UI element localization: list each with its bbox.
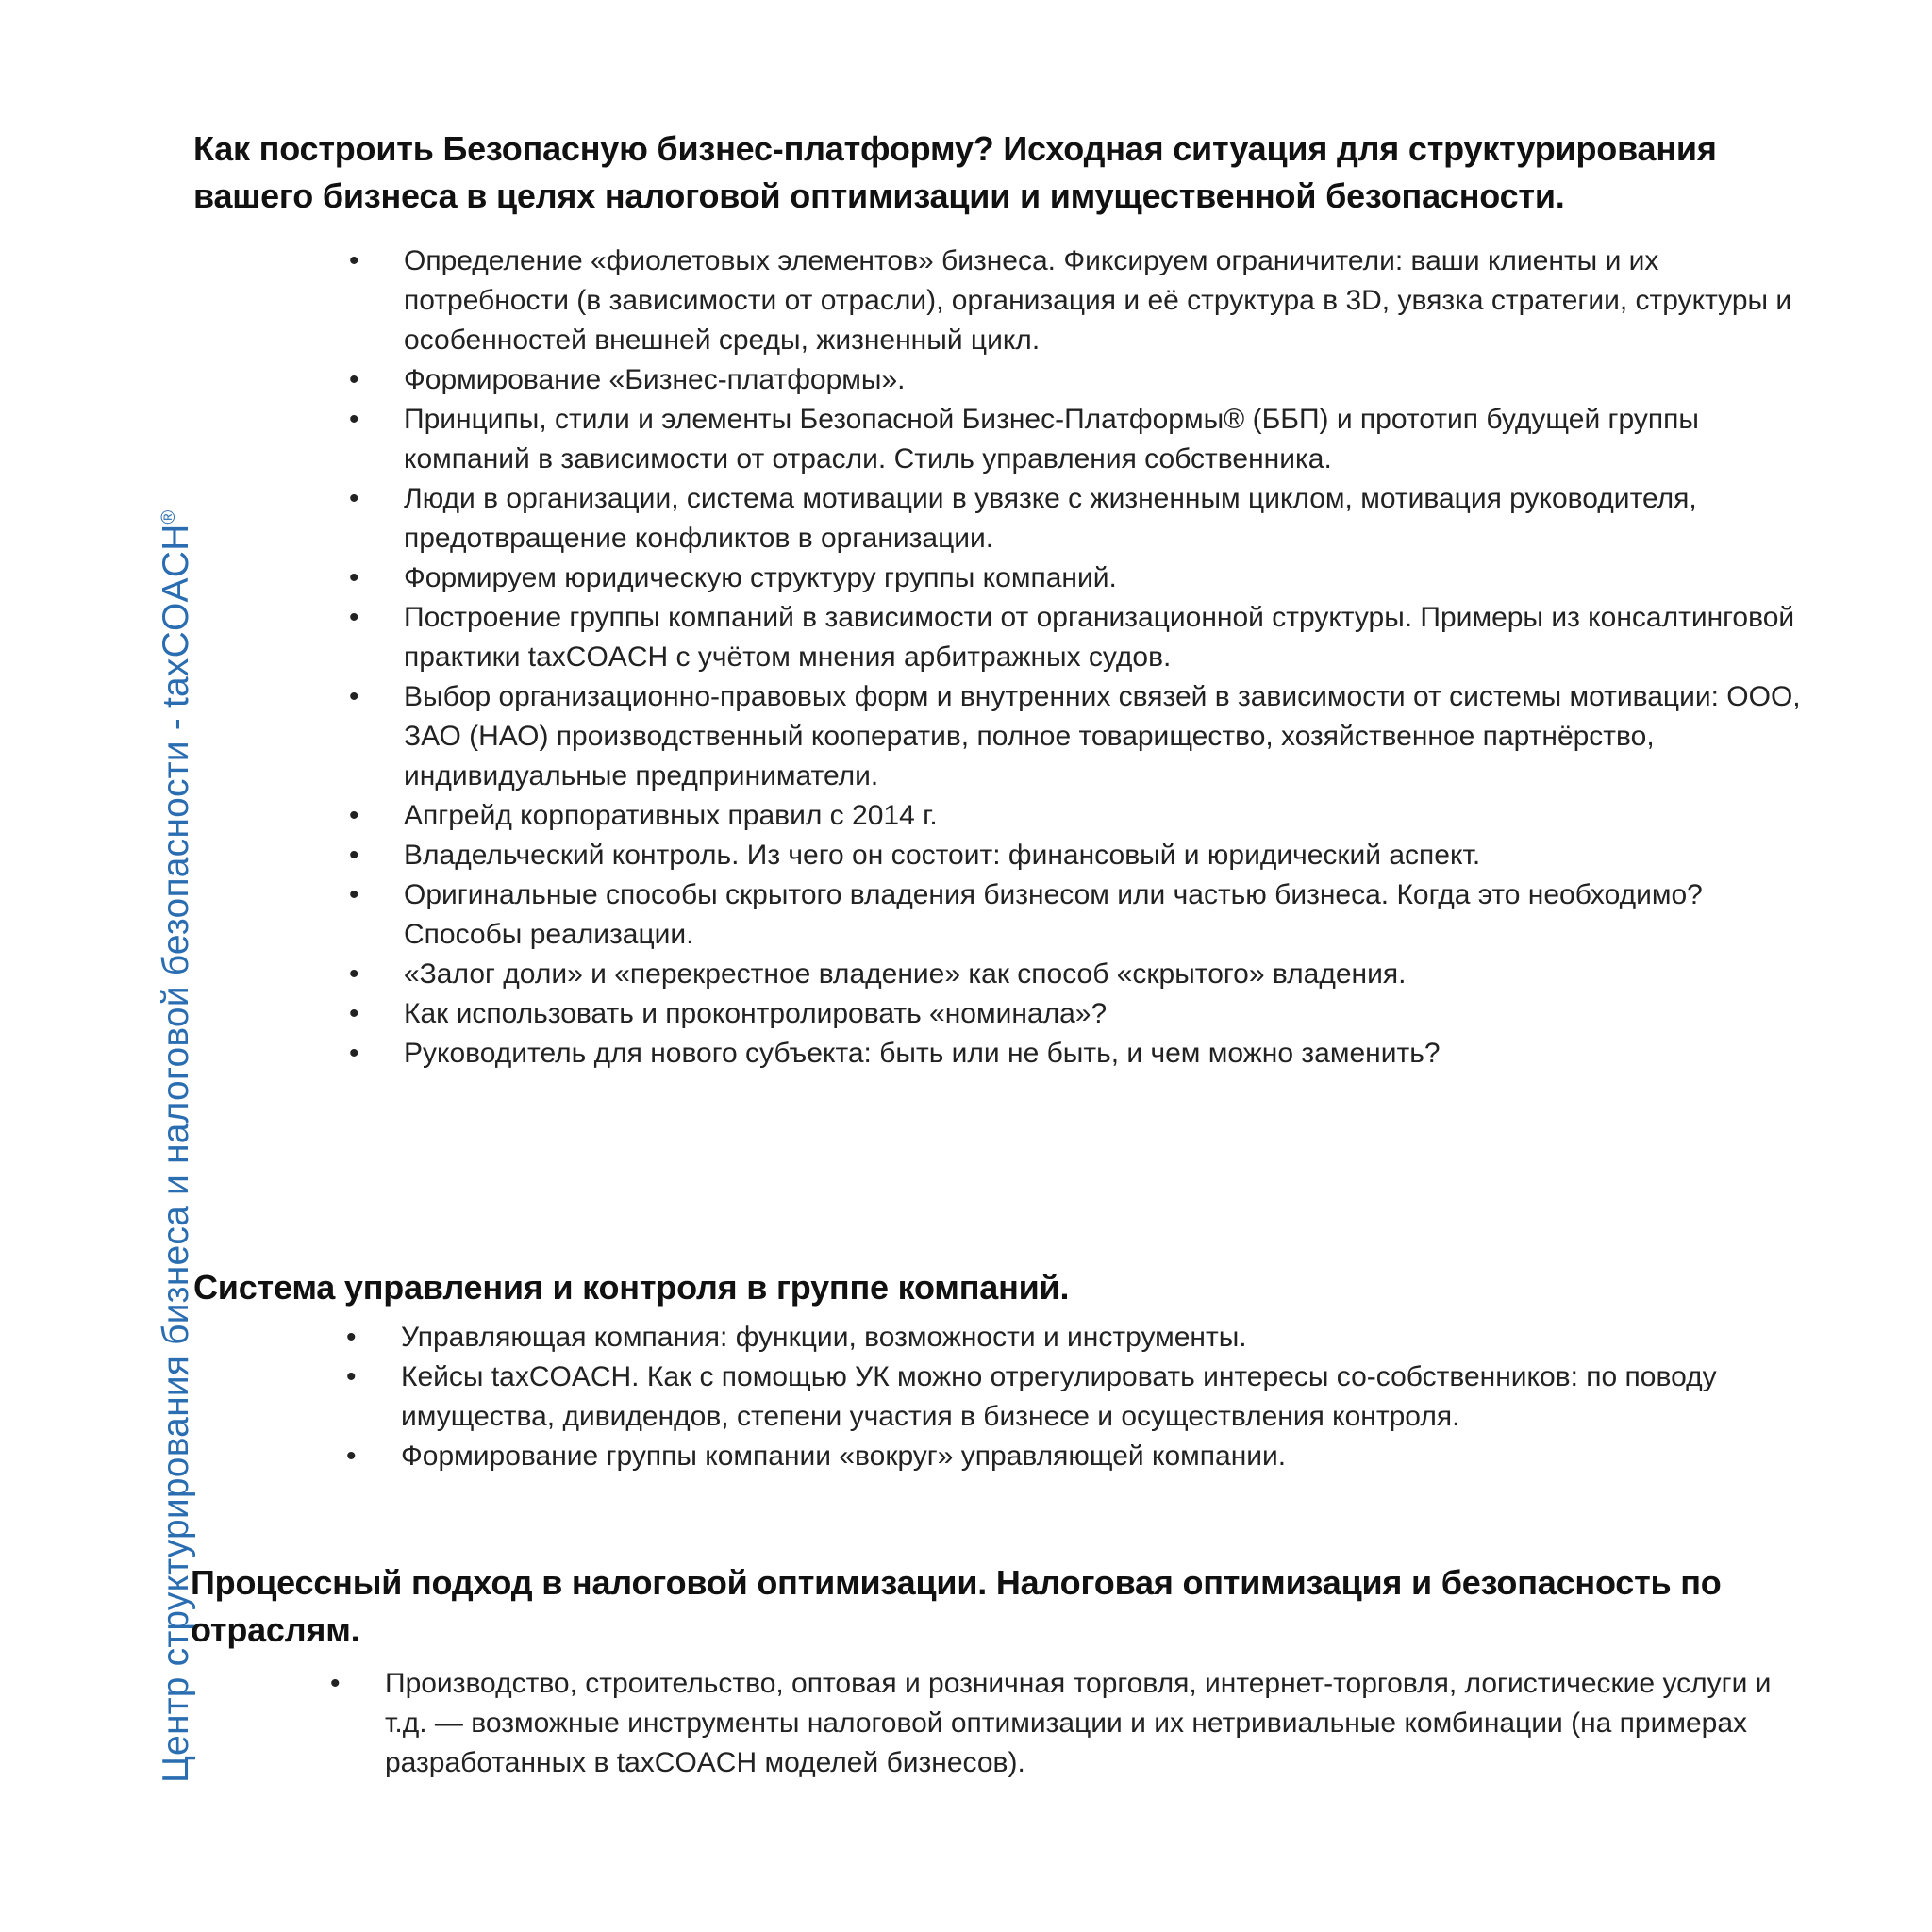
bullet-icon: • — [330, 1668, 341, 1699]
list-item-text: Производство, строительство, оптовая и розничная торговля, интернет-торговля, логистические услуги и т.д. — возможные инструменты налоговой оптимизации и их нетривиальные комбинации (на примерах разработанных в taxCOACH моделей бизнесов). — [385, 1668, 1772, 1778]
vertical-brand-text: Центр структурирования бизнеса и налоговой безопасности - taxCOACH — [156, 524, 196, 1783]
bullet-list-business-platform — [349, 242, 1819, 1074]
list-item — [349, 242, 1819, 360]
bullet-icon: • — [349, 800, 359, 831]
bullet-icon: • — [346, 1322, 357, 1353]
bullet-icon: • — [349, 602, 359, 633]
list-item-text: Как использовать и проконтролировать «номинала»? — [404, 998, 1108, 1029]
list-item — [349, 677, 1819, 796]
section-title-business-platform: Как построить Безопасную бизнес-платформу? Исходная ситуация для структурирования вашего бизнеса в целях налоговой оптимизации и имущественной безопасности. — [193, 129, 1717, 215]
bullet-icon: • — [349, 364, 359, 395]
bullet-list-management-control — [346, 1318, 1816, 1476]
bullet-icon: • — [349, 958, 359, 990]
bullet-icon: • — [346, 1441, 357, 1472]
list-item-text: Оригинальные способы скрытого владения бизнесом или частью бизнеса. Когда это необходимо? Способы реализации. — [404, 879, 1703, 950]
list-item-text: Владельческий контроль. Из чего он состоит: финансовый и юридический аспект. — [404, 840, 1481, 871]
bullet-icon: • — [349, 998, 359, 1029]
list-item-text: Кейсы taxCOACH. Как с помощью УК можно отрегулировать интересы со-собственников: по поводу имущества, дивидендов, степени участия в бизнесе и осуществления контроля. — [401, 1361, 1717, 1432]
bullet-icon: • — [349, 483, 359, 514]
bullet-icon: • — [349, 1038, 359, 1069]
bullet-icon: • — [349, 681, 359, 712]
bullet-icon: • — [349, 245, 359, 276]
list-item-text: Люди в организации, система мотивации в увязке с жизненным циклом, мотивация руководителя, предотвращение конфликтов в организации. — [404, 483, 1697, 554]
bullet-icon: • — [349, 562, 359, 593]
bullet-list-process-approach — [330, 1664, 1800, 1783]
list-item-text: Формирование группы компании «вокруг» управляющей компании. — [401, 1441, 1287, 1472]
section-title-management-control: Система управления и контроля в группе компаний. — [193, 1268, 1070, 1307]
bullet-icon: • — [349, 404, 359, 435]
registered-mark: ® — [158, 509, 179, 525]
bullet-icon: • — [349, 840, 359, 871]
list-item — [349, 598, 1819, 677]
list-item — [346, 1318, 1816, 1357]
list-item — [349, 479, 1819, 558]
list-item-text: Построение группы компаний в зависимости от организационной структуры. Примеры из консалтинговой практики taxCOACH с учётом мнения арбитражных судов. — [404, 602, 1795, 673]
bullet-icon: • — [346, 1361, 357, 1392]
list-item-text: Выбор организационно-правовых форм и внутренних связей в зависимости от системы мотивации: ООО, ЗАО (НАО) производственный кооператив, полное товарищество, хозяйственное партнёрство, индивидуальные предприниматели. — [404, 681, 1801, 791]
list-item-text: Определение «фиолетовых элементов» бизнеса. Фиксируем ограничители: ваши клиенты и их потребности (в зависимости от отрасли), организация и её структура в 3D, увязка стратегии, структуры и особенностей внешней среды, жизненный цикл. — [404, 245, 1792, 356]
list-item — [349, 836, 1819, 875]
list-item — [349, 875, 1819, 955]
list-item — [330, 1664, 1800, 1783]
list-item-text: Принципы, стили и элементы Безопасной Бизнес-Платформы® (ББП) и прототип будущей группы компаний в зависимости от отрасли. Стиль управления собственника. — [404, 404, 1699, 475]
list-item — [349, 994, 1819, 1034]
list-item — [349, 1034, 1819, 1074]
list-item — [349, 558, 1819, 598]
list-item-text: Формирование «Бизнес-платформы». — [404, 364, 906, 395]
list-item-text: Апгрейд корпоративных правил с 2014 г. — [404, 800, 938, 831]
bullet-icon: • — [349, 879, 359, 910]
list-item — [349, 400, 1819, 479]
list-item-text: «Залог доли» и «перекрестное владение» как способ «скрытого» владения. — [404, 958, 1407, 990]
list-item — [349, 796, 1819, 836]
section-title-process-approach: Процессный подход в налоговой оптимизации. Налоговая оптимизация и безопасность по отраслям. — [191, 1563, 1722, 1649]
list-item-text: Управляющая компания: функции, возможности и инструменты. — [401, 1322, 1247, 1353]
list-item — [349, 955, 1819, 994]
list-item-text: Формируем юридическую структуру группы компаний. — [404, 562, 1117, 593]
list-item — [346, 1437, 1816, 1476]
list-item — [346, 1357, 1816, 1437]
list-item-text: Руководитель для нового субъекта: быть или не быть, и чем можно заменить? — [404, 1038, 1441, 1069]
list-item — [349, 360, 1819, 400]
